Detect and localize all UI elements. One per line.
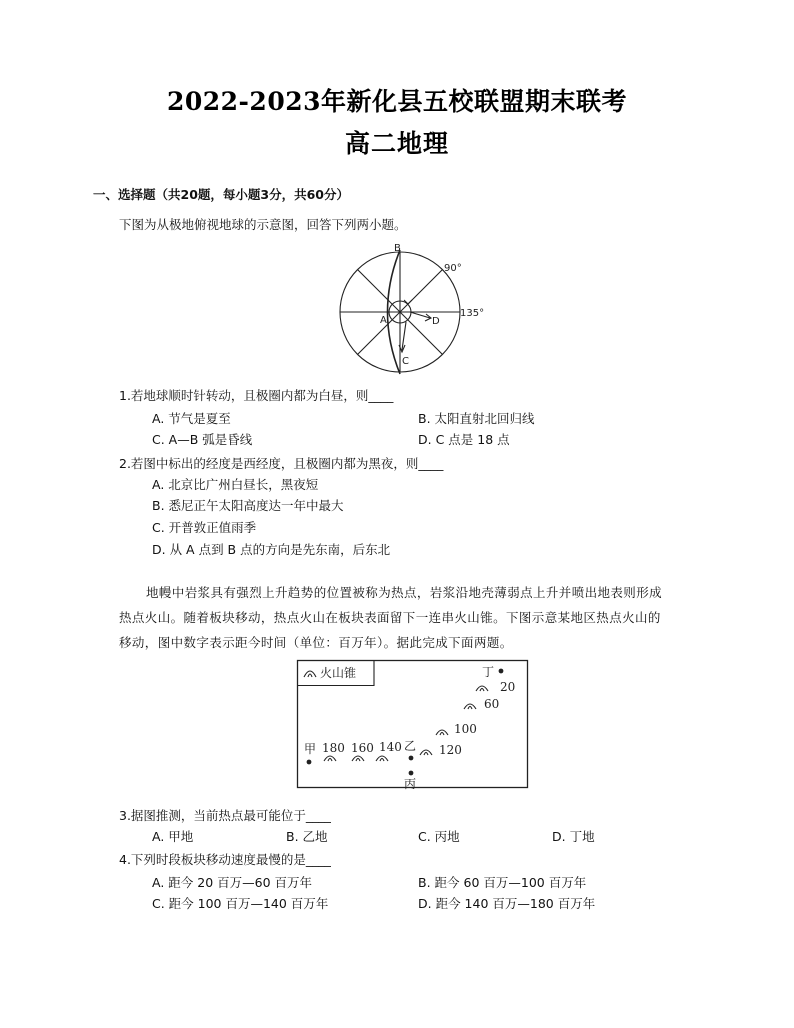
figure1-intro: 下图为从极地俯视地球的示意图，回答下列两小题。 [119,217,407,232]
q4-option-d[interactable]: D. 距今 140 百万—180 百万年 [418,896,596,911]
q2-option-a[interactable]: A. 北京比广州白昼长，黑夜短 [152,477,319,492]
hotspot-figure [296,655,531,795]
q4-option-b[interactable]: B. 距今 60 百万—100 百万年 [418,875,587,890]
label-b: B [394,243,401,254]
section-heading: 一、选择题（共20题，每小题3分，共60分） [93,187,349,202]
q4-option-a[interactable]: A. 距今 20 百万—60 百万年 [152,875,313,890]
passage-line-3: 移动，图中数字表示距今时间（单位：百万年）。据此完成下面两题。 [119,635,513,650]
age-120: 120 [439,743,462,757]
arrow-c [402,322,406,350]
q3-stem: 3.据图推测，当前热点最可能位于____ [119,808,331,823]
place-jia: 甲 [304,742,317,756]
exam-subject: 高二地理 [344,129,449,158]
place-bing: 丙 [404,777,417,791]
q1-option-d[interactable]: D. C 点是 18 点 [418,432,510,447]
q1-option-a[interactable]: A. 节气是夏至 [152,411,231,426]
label-c: C [402,356,409,367]
label-90deg: 90° [444,263,462,274]
q4-option-c[interactable]: C. 距今 100 百万—140 百万年 [152,896,329,911]
q3-option-a[interactable]: A. 甲地 [152,829,194,844]
q2-option-b[interactable]: B. 悉尼正午太阳高度达一年中最大 [152,498,344,513]
q1-option-c[interactable]: C. A—B 弧是昏线 [152,432,253,447]
exam-title: 2022-2023年新化县五校联盟期末联考 [166,87,628,116]
passage-line-2: 热点火山。随着板块移动，热点火山在板块表面留下一连串火山锥。下图示意某地区热点火山的 [119,610,661,625]
age-140: 140 [379,740,402,754]
age-160: 160 [351,741,374,755]
q3-option-b[interactable]: B. 乙地 [286,829,328,844]
passage-line-1: 地幔中岩浆具有强烈上升趋势的位置被称为热点，岩浆沿地壳薄弱点上升并喷出地表则形成 [146,585,663,600]
age-180: 180 [322,741,345,755]
q2-stem: 2.若图中标出的经度是西经度，且极圈内都为黑夜，则____ [119,456,444,471]
age-100: 100 [454,722,477,736]
label-a: A [380,315,387,326]
place-yi: 乙 [404,739,417,753]
q2-option-d[interactable]: D. 从 A 点到 B 点的方向是先东南，后东北 [152,542,391,557]
label-135deg: 135° [460,308,485,319]
place-ding: 丁 [482,665,495,679]
legend-label: 火山锥 [320,666,357,680]
q2-option-c[interactable]: C. 开普敦正值雨季 [152,520,257,535]
q3-option-d[interactable]: D. 丁地 [552,829,595,844]
q3-option-c[interactable]: C. 丙地 [418,829,460,844]
age-60: 60 [484,697,500,711]
q4-stem: 4.下列时段板块移动速度最慢的是____ [119,852,331,867]
q1-option-b[interactable]: B. 太阳直射北回归线 [418,411,535,426]
label-d: D [432,316,440,327]
polar-view-figure [330,240,500,380]
age-20: 20 [500,680,516,694]
q1-stem: 1.若地球顺时针转动，且极圈内都为白昼，则____ [119,388,394,403]
